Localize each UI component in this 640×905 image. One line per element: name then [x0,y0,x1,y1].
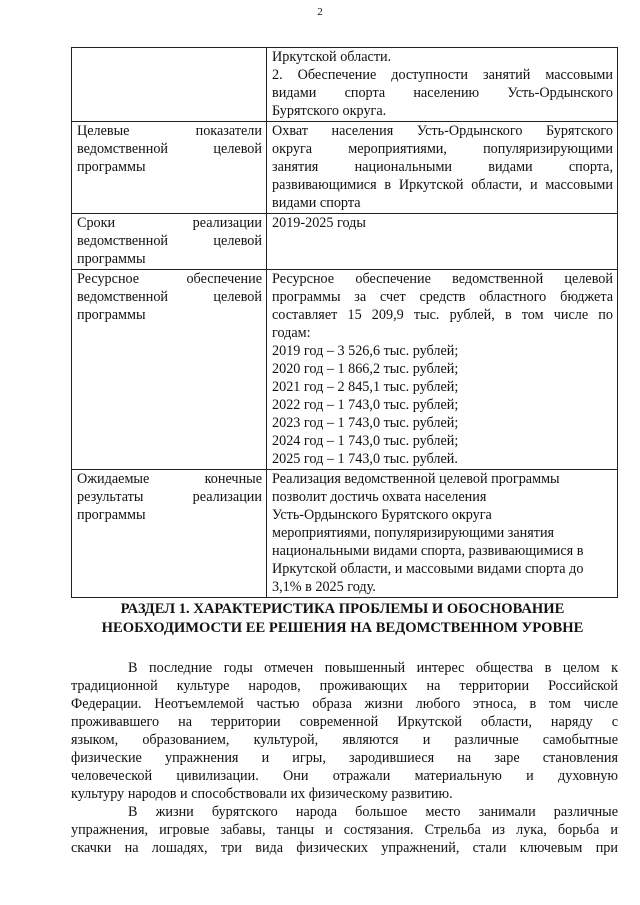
text-line: В последние годы отмечен повышенный интерес общества в целом к [128,660,618,676]
label-line: Сроки реализации [77,215,262,231]
text-line: физические упражнения и игры, зародившиеся на заре становления [71,750,618,766]
label-line: программы [77,159,146,175]
table-cell-indicators-value [267,122,618,214]
funding-year-line: 2023 год – 1 743,0 тыс. рублей; [272,415,459,431]
funding-year-line: 2022 год – 1 743,0 тыс. рублей; [272,397,459,413]
text-line: В жизни бурятского народа большое место занимали различные [128,804,618,820]
text-line: упражнения, игровые забавы, танцы и состязания. Стрельба из лука, борьба и [71,822,618,838]
text-line: мероприятиями, популяризирующими занятия [272,525,555,541]
text-line: человеческой цивилизации. Они отражали материальную и духовную [71,768,618,784]
text-line: Иркутской области. [272,49,392,65]
text-line: Реализация ведомственной целевой программы [272,471,560,487]
text-line: традиционной культуре народов, проживающих на территории Российской [71,678,618,694]
label-line: программы [77,507,146,523]
text-line: проживавшего на территории современной Иркутской области, наряду с [71,714,618,730]
section-title-line: НЕОБХОДИМОСТИ ЕЕ РЕШЕНИЯ НА ВЕДОМСТВЕННОМ УРОВНЕ [101,620,584,636]
table-row-results [72,470,618,598]
text-line: скачки на лошадях, три вида физических упражнений, стали ключевым при [71,840,618,856]
funding-year-line: 2024 год – 1 743,0 тыс. рублей; [272,433,459,449]
page-number: 2 [317,6,323,18]
table-cell-terms-value [267,214,618,270]
text-line: позволит достичь охвата населения [272,489,487,505]
section-title [60,600,625,638]
funding-year-line: 2025 год – 1 743,0 тыс. рублей. [272,451,458,467]
label-line: Целевые показатели [77,123,262,139]
label-line: результаты реализации [77,489,262,505]
funding-year-line: 2021 год – 2 845,1 тыс. рублей; [272,379,459,395]
text-line: Усть-Ордынского Бурятского округа [272,507,492,523]
funding-year-line: 2020 год – 1 866,2 тыс. рублей; [272,361,459,377]
text-line: 2. Обеспечение доступности занятий массовыми [272,67,613,83]
label-line: ведомственной целевой [77,141,262,157]
text-line: округа мероприятиями, популяризирующими [272,141,613,157]
text-line: составляет 15 209,9 тыс. рублей, в том числе по [272,307,613,323]
table-row-indicators [72,122,618,214]
text-line: Ресурсное обеспечение ведомственной целевой [272,271,613,287]
label-line: программы [77,307,146,323]
label-line: Ресурсное обеспечение [77,271,262,287]
table-row-resources [72,270,618,470]
table-row-continuation [72,48,618,122]
table-cell-empty-label [72,48,267,122]
table-row-terms [72,214,618,270]
text-line: 3,1% в 2025 году. [272,579,376,595]
label-line: Ожидаемые конечные [77,471,262,487]
table-cell-indicators-label [72,122,267,214]
table-cell-results-value [267,470,618,598]
text-line: занятия национальными видами спорта, [272,159,613,175]
text-line: годам: [272,325,311,341]
text-line: Бурятского округа. [272,103,387,119]
text-line: языком, образованием, культурой, являются и различные самобытные [71,732,618,748]
text-line: развивающимися в Иркутской области, и массовыми [272,177,613,193]
text-line: культуру народов и способствовали их физическому развитию. [71,786,453,802]
section-body [71,659,618,857]
label-line: ведомственной целевой [77,233,262,249]
text-line: Иркутской области, и массовыми видами спорта до [272,561,584,577]
table-cell-results-label [72,470,267,598]
section-title-line: РАЗДЕЛ 1. ХАРАКТЕРИСТИКА ПРОБЛЕМЫ И ОБОСНОВАНИЕ [120,601,565,617]
text-line: 2019-2025 годы [272,215,366,231]
funding-year-line: 2019 год – 3 526,6 тыс. рублей; [272,343,459,359]
text-line: национальными видами спорта, развивающимися в [272,543,584,559]
text-line: видами спорта [272,195,361,211]
text-line: видами спорта населению Усть-Ордынского [272,85,613,101]
text-line: программы за счет средств областного бюджета [272,289,613,305]
program-passport-table [71,47,618,598]
text-line: Федерации. Неотъемлемой частью образа жизни любого этноса, в том числе [71,696,618,712]
label-line: ведомственной целевой [77,289,262,305]
table-cell-resources-value [267,270,618,470]
paragraph [71,659,618,803]
table-cell-resources-label [72,270,267,470]
table-cell-terms-label [72,214,267,270]
label-line: программы [77,251,146,267]
paragraph [71,803,618,857]
table-cell-goals-continuation [267,48,618,122]
text-line: Охват населения Усть-Ордынского Бурятского [272,123,613,139]
